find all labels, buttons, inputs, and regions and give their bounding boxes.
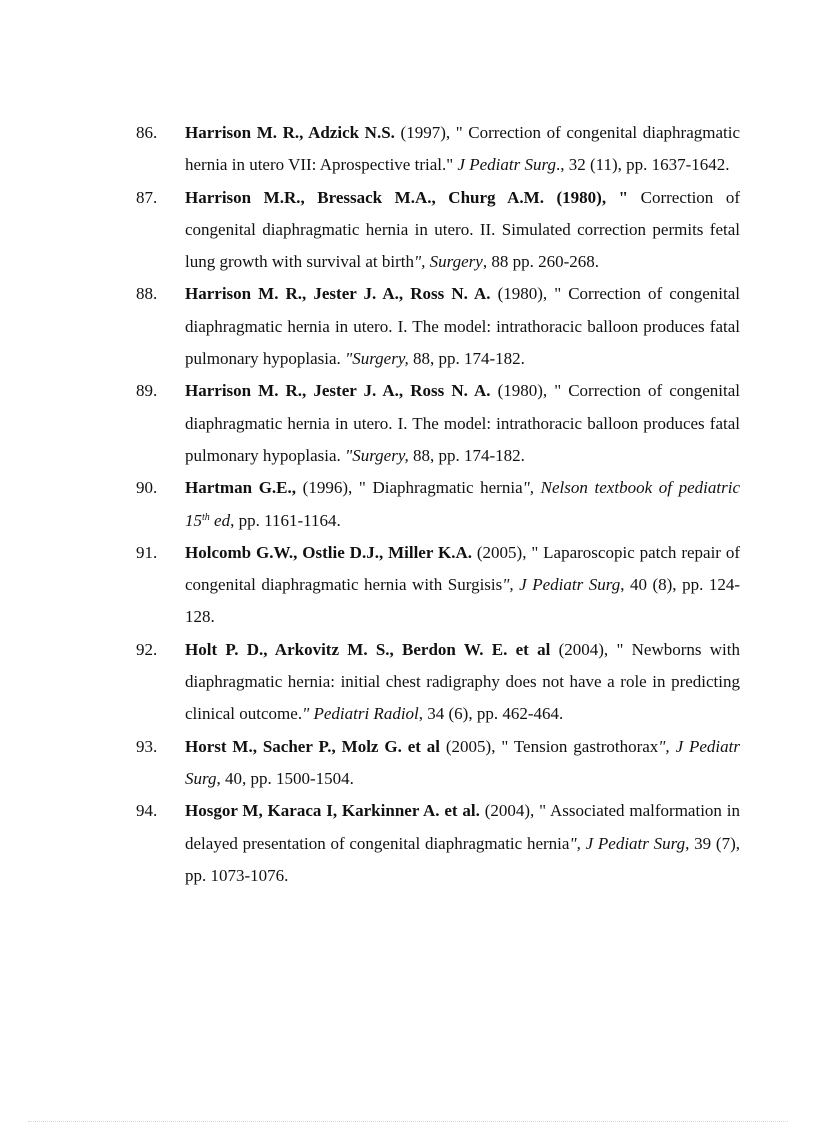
reference-authors: Harrison M.R., Bressack M.A., Churg A.M. (1980), " xyxy=(185,187,629,207)
reference-number: 89. xyxy=(136,381,158,401)
reference-number: 94. xyxy=(136,801,158,821)
reference-item xyxy=(0,472,816,537)
reference-year: (2005), xyxy=(440,736,502,756)
reference-authors: Holcomb G.W., Ostlie D.J., Miller K.A. xyxy=(185,542,472,562)
reference-number: 92. xyxy=(136,639,158,659)
reference-journal: "Surgery, xyxy=(345,445,409,465)
reference-journal-tail: ed xyxy=(209,510,231,530)
reference-journal: ", J Pediatr Surg xyxy=(502,575,621,595)
reference-number: 87. xyxy=(136,187,158,207)
reference-authors: Hartman G.E., xyxy=(185,478,297,498)
reference-number: 93. xyxy=(136,736,158,756)
reference-details: , 40, pp. 1500-1504. xyxy=(216,768,354,788)
reference-authors: Hosgor M, Karaca I, Karkinner A. et al. xyxy=(185,801,480,821)
reference-number: 86. xyxy=(136,123,158,142)
reference-title: " Newborns with diaphragmatic hernia: initial chest radigraphy does not have a role in predicting clinical outcome. xyxy=(185,639,740,724)
reference-item xyxy=(0,182,816,279)
reference-title: " Diaphragmatic hernia xyxy=(358,478,523,498)
reference-item xyxy=(0,117,816,182)
reference-year: (1997), xyxy=(394,123,456,142)
reference-year: (1996), xyxy=(296,478,359,498)
reference-title: " Correction of congenital diaphragmatic hernia in utero. I. The model: intrathoracic balloon produces fatal pulmonary hypoplasia. xyxy=(185,284,740,369)
reference-text xyxy=(185,278,740,375)
reference-details: , pp. 1161-1164. xyxy=(230,510,341,530)
reference-year: (2004), xyxy=(550,639,617,659)
reference-details: , 88 pp. 260-268. xyxy=(482,252,600,272)
reference-authors: Harrison M. R., Adzick N.S. xyxy=(185,123,395,142)
reference-year: (2005), xyxy=(471,542,532,562)
reference-details: , 40 (8), pp. 124-128. xyxy=(185,575,740,627)
reference-title: " Laparoscopic patch repair of congenital diaphragmatic hernia with Surgisis xyxy=(185,542,741,595)
reference-journal: J Pediatr Surg xyxy=(453,155,556,175)
reference-details: 88, pp. 174-182. xyxy=(408,349,525,369)
reference-item xyxy=(0,634,816,731)
reference-details: ., 32 (11), pp. 1637-1642. xyxy=(555,155,730,175)
reference-title: " Tension gastrothorax xyxy=(501,736,659,756)
reference-journal: "Surgery, xyxy=(345,349,409,369)
reference-journal: ", J Pediatr Surg xyxy=(569,833,686,853)
reference-text xyxy=(185,634,740,731)
reference-journal: " Pediatri Radiol xyxy=(302,704,419,724)
reference-title: Correction of congenital diaphragmatic hernia in utero. II. Simulated correction permits fetal lung growth with survival at birth xyxy=(185,187,741,272)
reference-text xyxy=(185,537,740,634)
reference-text xyxy=(185,795,740,892)
reference-journal: ", Surgery xyxy=(414,252,483,272)
reference-journal: ", Nelson textbook of pediatric 15 xyxy=(185,478,741,530)
reference-year: (1980), xyxy=(490,381,555,401)
reference-title: " Associated malformation in delayed presentation of congenital diaphragmatic hernia xyxy=(185,801,740,853)
reference-number: 91. xyxy=(136,542,158,562)
reference-item xyxy=(0,537,816,634)
reference-item xyxy=(0,375,816,472)
reference-text xyxy=(185,472,740,537)
reference-year: (1980), xyxy=(490,284,555,304)
reference-details: 88, pp. 174-182. xyxy=(408,445,525,465)
reference-year: (2004), xyxy=(479,801,540,821)
reference-title: " Correction of congenital diaphragmatic hernia in utero. I. The model: intrathoracic balloon produces fatal pulmonary hypoplasia. xyxy=(185,381,740,465)
reference-authors: Harrison M. R., Jester J. A., Ross N. A. xyxy=(185,381,491,401)
reference-title: " Correction of congenital diaphragmatic hernia in utero VII: Aprospective trial." xyxy=(185,123,740,175)
reference-list xyxy=(0,117,816,892)
reference-text xyxy=(185,375,740,472)
reference-text xyxy=(185,182,740,279)
reference-item xyxy=(0,731,816,796)
reference-item xyxy=(0,795,816,892)
reference-text xyxy=(185,731,740,796)
reference-item xyxy=(0,278,816,375)
reference-authors: Horst M., Sacher P., Molz G. et al xyxy=(185,736,441,756)
page-bottom-divider xyxy=(28,1121,788,1122)
reference-authors: Harrison M. R., Jester J. A., Ross N. A. xyxy=(185,284,491,304)
reference-details: , 39 (7), pp. 1073-1076. xyxy=(185,833,740,885)
reference-journal: ", J Pediatr Surg xyxy=(185,736,740,788)
reference-number: 88. xyxy=(136,284,158,304)
reference-text xyxy=(185,117,740,182)
reference-authors: Holt P. D., Arkovitz M. S., Berdon W. E. et al xyxy=(185,639,551,659)
reference-number: 90. xyxy=(136,478,158,498)
reference-details: , 34 (6), pp. 462-464. xyxy=(418,704,564,724)
reference-journal-superscript: th xyxy=(202,511,210,523)
